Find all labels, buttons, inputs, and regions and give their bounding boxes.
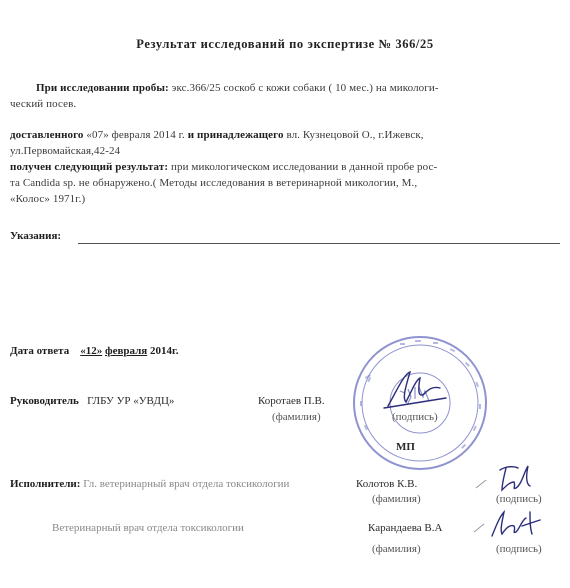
executor-label: Исполнители: bbox=[10, 478, 81, 490]
sample-paragraph bbox=[10, 80, 558, 112]
result-paragraph bbox=[10, 159, 558, 207]
answer-date-month: февраля bbox=[104, 345, 148, 357]
answer-date-year: 2014г. bbox=[149, 345, 179, 357]
sample-text-line2: ческий посев. bbox=[10, 98, 77, 110]
executor-signature bbox=[472, 458, 552, 498]
result-text-line3: «Колос» 1971г.) bbox=[10, 193, 86, 205]
stamp-label: МП bbox=[396, 441, 415, 453]
head-org: ГЛБУ УР «УВДЦ» bbox=[87, 395, 175, 407]
answer-date bbox=[10, 345, 179, 357]
head-sign-caption: (подпись) bbox=[392, 411, 438, 423]
sample-label: При исследовании пробы: bbox=[36, 82, 169, 94]
executor2-signature bbox=[470, 506, 560, 546]
result-text-line1: при микологическом исследовании в данной пробе рос- bbox=[170, 161, 438, 173]
result-label: получен следующий результат: bbox=[10, 161, 169, 173]
answer-date-day: «12» bbox=[80, 345, 103, 357]
executor-name: Колотов К.В. bbox=[356, 478, 418, 490]
executor-row bbox=[10, 478, 289, 490]
document-title: Результат исследований по экспертизе № 366/25 bbox=[136, 37, 434, 51]
result-text-line2: та Candida sp. не обнаружено.( Методы исследования в ветеринарной микологии, М., bbox=[10, 177, 418, 189]
head-row bbox=[10, 395, 174, 407]
instructions-line bbox=[78, 243, 560, 244]
answer-date-label: Дата ответа bbox=[10, 345, 70, 357]
head-name-caption: (фамилия) bbox=[272, 411, 321, 423]
head-signature bbox=[380, 368, 450, 413]
delivery-label: доставленного bbox=[10, 129, 84, 141]
executor2-position: Ветеринарный врач отдела токсикологии bbox=[52, 522, 244, 534]
owner-text-line2: ул.Первомайская,42-24 bbox=[10, 145, 121, 157]
delivery-date: «07» февраля 2014 г. bbox=[86, 129, 185, 141]
executor-position: Гл. ветеринарный врач отдела токсикологии bbox=[83, 478, 290, 490]
executor2-name-caption: (фамилия) bbox=[372, 543, 421, 555]
executor2-name: Карандаева В.А bbox=[368, 522, 443, 534]
head-label: Руководитель bbox=[10, 395, 79, 407]
owner-text-line1: вл. Кузнецовой О., г.Ижевск, bbox=[286, 129, 424, 141]
executor-name-caption: (фамилия) bbox=[372, 493, 421, 505]
head-name: Коротаев П.В. bbox=[258, 395, 325, 407]
owner-label: и принадлежащего bbox=[187, 129, 284, 141]
instructions-label: Указания: bbox=[10, 230, 62, 242]
executor2-sign-caption: (подпись) bbox=[496, 543, 542, 555]
sample-text-line1: экс.366/25 соскоб с кожи собаки ( 10 мес.) на микологи- bbox=[171, 82, 439, 94]
executor-sign-caption: (подпись) bbox=[496, 493, 542, 505]
delivery-paragraph bbox=[10, 127, 558, 159]
